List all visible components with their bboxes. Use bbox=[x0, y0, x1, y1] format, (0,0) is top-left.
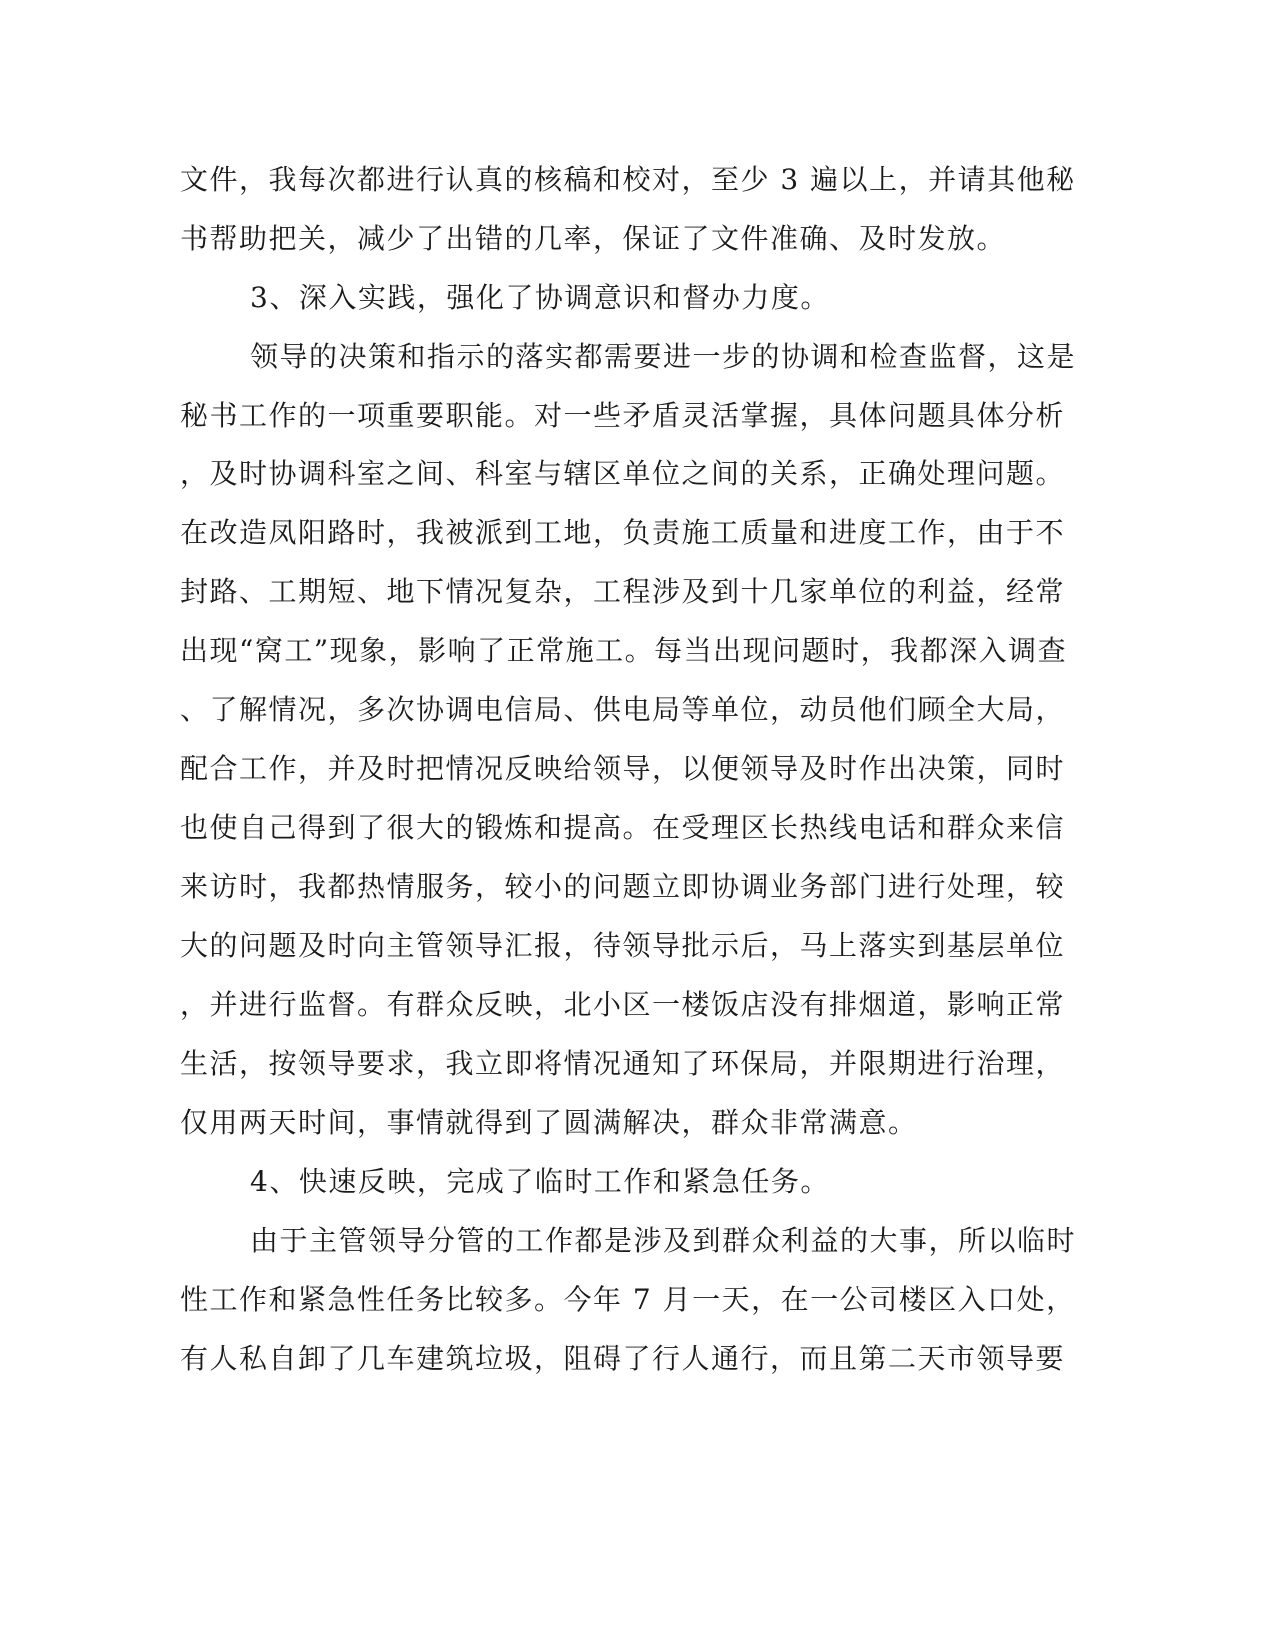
text-line: 仅用两天时间，事情就得到了圆满解决，群众非常满意。 bbox=[180, 1106, 918, 1139]
text-line: 文件，我每次都进行认真的核稿和校对，至少 3 遍以上，并请其他秘 bbox=[180, 163, 1076, 196]
text-line: 来访时，我都热情服务，较小的问题立即协调业务部门进行处理，较 bbox=[180, 870, 1066, 903]
text-line: 大的问题及时向主管领导汇报，待领导批示后，马上落实到基层单位 bbox=[180, 929, 1066, 962]
text-line: 配合工作，并及时把情况反映给领导，以便领导及时作出决策，同时 bbox=[180, 752, 1066, 785]
text-line: 也使自己得到了很大的锻炼和提高。在受理区长热线电话和群众来信 bbox=[180, 811, 1066, 844]
text-line: ，并进行监督。有群众反映，北小区一楼饭店没有排烟道，影响正常 bbox=[180, 988, 1066, 1021]
text-line: 有人私自卸了几车建筑垃圾，阻碍了行人通行，而且第二天市领导要 bbox=[180, 1342, 1066, 1375]
text-line: 生活，按领导要求，我立即将情况通知了环保局，并限期进行治理， bbox=[180, 1047, 1066, 1080]
section-heading-4: 4、快速反映，完成了临时工作和紧急任务。 bbox=[250, 1165, 830, 1198]
paragraph-start: 由于主管领导分管的工作都是涉及到群众利益的大事，所以临时 bbox=[250, 1224, 1077, 1257]
text-line: 出现“窝工”现象，影响了正常施工。每当出现问题时，我都深入调查 bbox=[180, 634, 1068, 667]
text-line: ，及时协调科室之间、科室与辖区单位之间的关系，正确处理问题。 bbox=[180, 457, 1066, 490]
paragraph-start: 领导的决策和指示的落实都需要进一步的协调和检查监督，这是 bbox=[250, 340, 1077, 373]
text-line: 在改造凤阳路时，我被派到工地，负责施工质量和进度工作，由于不 bbox=[180, 516, 1066, 549]
section-heading-3: 3、深入实践，强化了协调意识和督办力度。 bbox=[250, 281, 830, 314]
text-line: 、了解情况，多次协调电信局、供电局等单位，动员他们顾全大局， bbox=[180, 693, 1066, 726]
text-line: 性工作和紧急性任务比较多。今年 7 月一天，在一公司楼区入口处， bbox=[180, 1283, 1076, 1316]
text-line: 书帮助把关，减少了出错的几率，保证了文件准确、及时发放。 bbox=[180, 222, 1007, 255]
text-line: 秘书工作的一项重要职能。对一些矛盾灵活掌握，具体问题具体分析 bbox=[180, 399, 1066, 432]
text-line: 封路、工期短、地下情况复杂，工程涉及到十几家单位的利益，经常 bbox=[180, 575, 1066, 608]
